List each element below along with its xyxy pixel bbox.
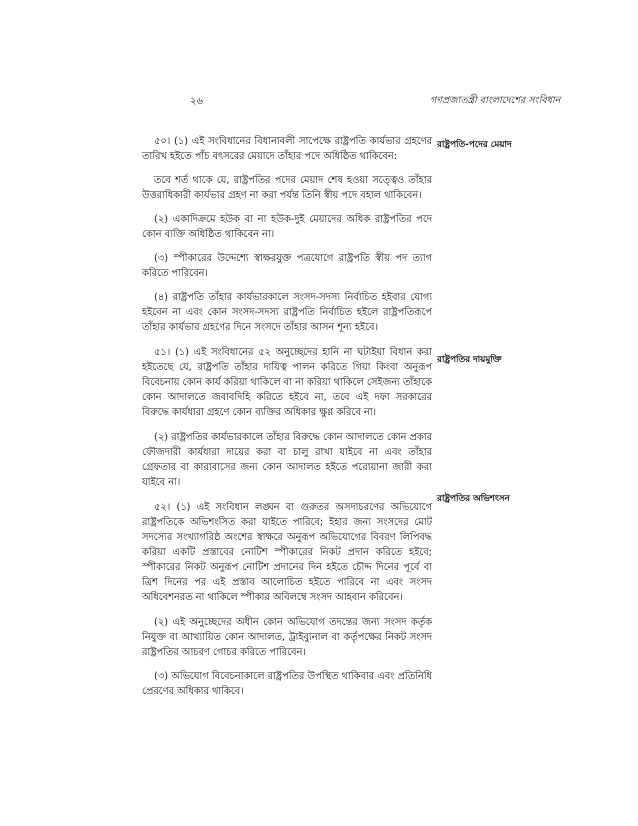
paragraph-52-2: (২) এই অনুচ্ছেদের অধীন কোন অভিযোগ তদন্তের জন্য সংসদ কর্তৃক নিযুক্ত বা আখ্যায়িত কোন আদালত, ট্রাইব্যুনাল বা কর্তৃপক্ষের নিকট সংসদ রাষ্ট্রপতির আচরণ গোচর করিতে পারিবেন। (142, 617, 432, 658)
paragraph-50-1: ৫০। (১) এই সংবিধানের বিধানাবলী সাপেক্ষে রাষ্ট্রপতি কার্যভার গ্রহণের তারিখ হইতে পাঁচ বৎসরের মেয়াদে তাঁহার পদে অধিষ্ঠিত থাকিবেন: (142, 136, 432, 162)
body-text (142, 134, 432, 708)
paragraph-50-proviso: তবে শর্ত থাকে যে, রাষ্ট্রপতির পদের মেয়াদ শেষ হওয়া সত্ত্বেও তাঁহার উত্তরাধিকারী কার্যভার গ্রহণ না করা পর্যন্ত তিনি স্বীয় পদে বহাল থাকিবেন। (142, 175, 432, 201)
paragraph-50-2: (২) একাদিক্রমে হউক বা না হউক-দুই মেয়াদের অধিক রাষ্ট্রপতির পদে কোন ব্যক্তি অধিষ্ঠিত থাকিবেন না। (142, 214, 432, 240)
paragraph-51-2: (২) রাষ্ট্রপতির কার্যভারকালে তাঁহার বিরুদ্ধে কোন আদালতে কোন প্রকার ফৌজদারী কার্যধারা দায়ের করা বা চালু রাখা যাইবে না এবং তাঁহার গ্রেফতার বা কারাবাসের জন্য কোন আদালত হইতে পরোয়ানা জারী করা যাইবে না। (142, 432, 432, 488)
paragraph-51-1: ৫১। (১) এই সংবিধানের ৫২ অনুচ্ছেদের হানি না ঘটাইয়া বিধান করা হইতেছে যে, রাষ্ট্রপতি তাঁহার দায়িত্ব পালন করিতে গিয়া কিংবা অনুরূপ বিবেচনায় কোন কার্য করিয়া থাকিলে বা না করিয়া থাকিলে সেইজন্য তাঁহাকে কোন আদালতে জবাবদিহি করিতে হইবে না, তবে এই দফা সরকারের বিরুদ্ধে কার্যধারা গ্রহণে কোন ব্যক্তির অধিকার ক্ষুণ্ণ করিবে না। (142, 347, 432, 418)
paragraph-50-4: (৪) রাষ্ট্রপতি তাঁহার কার্যভারকালে সংসদ-সদস্য নির্বাচিত হইবার যোগ্য হইবেন না এবং কোন সংসদ-সদস্য রাষ্ট্রপতি নির্বাচিত হইলে রাষ্ট্রপতিরূপে তাঁহার কার্যভার গ্রহণের দিনে সংসদে তাঁহার আসন শূন্য হইবে। (142, 292, 432, 333)
paragraph-50-3: (৩) স্পীকারের উদ্দেশ্যে স্বাক্ষরযুক্ত পত্রযোগে রাষ্ট্রপতি স্বীয় পদ ত্যাগ করিতে পারিবেন। (142, 253, 432, 279)
paragraph-52-1: ৫২। (১) এই সংবিধান লঙ্ঘন বা গুরুতর অসদাচরণের অভিযোগে রাষ্ট্রপতিকে অভিশংসিত করা যাইতে পারিবে; ইহার জন্য সংসদের মোট সদস্যের সংখ্যাগরিষ্ঠ অংশের স্বাক্ষরে অনুরূপ অভিযোগের বিবরণ লিপিবদ্ধ করিয়া একটি প্রস্তাবের নোটিশ স্পীকারের নিকট প্রদান করিতে হইবে; স্পীকারের নিকট অনুরূপ নোটিশ প্রদানের দিন হইতে চৌদ্দ দিনের পূর্বে বা ত্রিশ দিনের পর এই প্রস্তাব আলোচিত হইতে পারিবে না এবং সংসদ অধিবেশনরত না থাকিলে স্পীকার অবিলম্বে সংসদ আহবান করিবেন। (142, 502, 432, 603)
page-number: ২৬ (190, 96, 204, 107)
margin-note-presidential-immunity: রাষ্ট্রপতির দায়মুক্তি (437, 355, 502, 365)
margin-note-presidential-term: রাষ্ট্রপতি-পদের মেয়াদ (437, 140, 512, 150)
margin-note-presidential-impeachment: রাষ্ট্রপতির অভিশংসন (437, 494, 510, 504)
running-header: গণপ্রজাতন্ত্রী বাংলাদেশের সংবিধান (430, 95, 561, 106)
paragraph-52-3: (৩) অভিযোগ বিবেচনাকালে রাষ্ট্রপতির উপস্থিত থাকিবার এবং প্রতিনিধি প্রেরণের অধিকার থাকিবে। (142, 671, 432, 697)
